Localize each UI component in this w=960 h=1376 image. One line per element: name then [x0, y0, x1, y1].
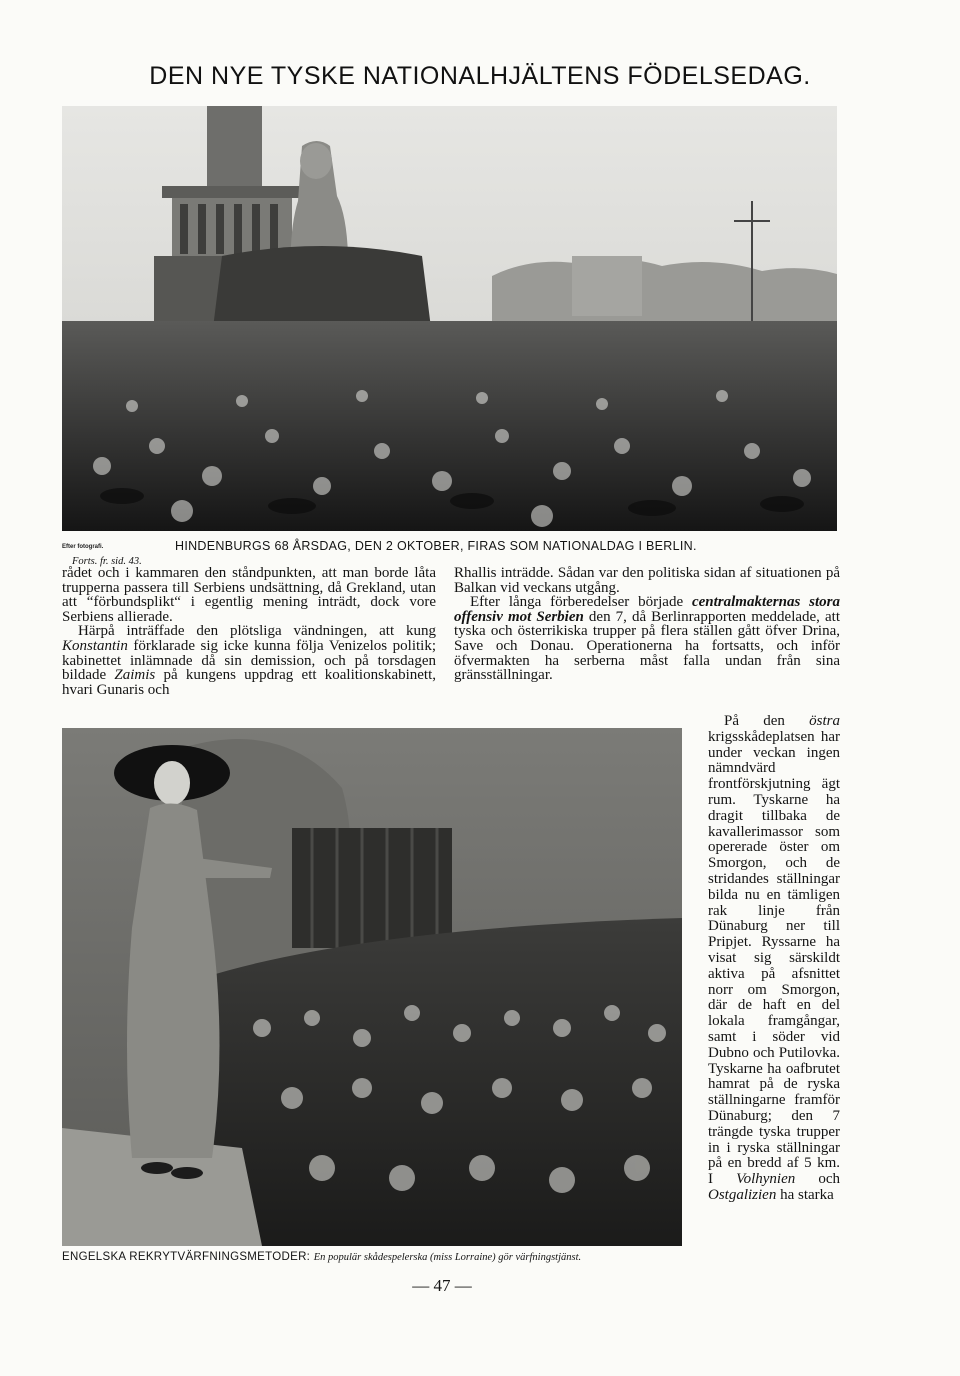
bottom-caption-text: En populär skådespelerska (miss Lorraine) gör värfningstjänst. [313, 1252, 582, 1263]
offensive-emphasis: centralmakternas stora offensiv mot Serbien [454, 594, 841, 625]
left-text-column [62, 566, 436, 697]
right-paragraph-1: Rhallis inträdde. Sådan var den politiska sidan af situationen på Balkan vid veckans utgång. [454, 565, 840, 596]
emphasis-ostra: östra [809, 713, 840, 729]
photo-credit: Efter fotografi. [62, 544, 104, 550]
narrow-paragraph: På den östra krigsskådeplatsen har under veckan ingen nämndvärd frontförskjutning ägt rum. Tyskarne ha dragit tillbaka de kavallerimassor som opererade öster om Smorgon, och de stridandes ställningar bilda nu en tämligen rak linje från Dünaburg ner till Pripjet. Ryssarne ha visat sig särskildt aktiva på afsnittet norr om Smorgon, där de haft en del lokala framgångar, samt i söder vid Dubno och Putilovka. Tyskarne ha oafbrutet hamrat på de ryska ställningarne framför Dünaburg; den 7 trängde tyska trupper in i ryska ställningar på en bredd af 5 km. I Volhynien och Ostgalizien ha starka [708, 713, 840, 1203]
bottom-caption-label: ENGELSKA REKRYTVÄRFNINGSMETODER: [62, 1251, 311, 1263]
place-volhynien: Volhynien [736, 1171, 796, 1188]
top-photo-caption: HINDENBURGS 68 ÅRSDAG, DEN 2 OKTOBER, FIRAS SOM NATIONALDAG I BERLIN. [175, 539, 697, 553]
name-zaimis: Zaimis [114, 667, 156, 684]
name-konstantin: Konstantin [62, 637, 128, 654]
bottom-photograph [62, 728, 682, 1246]
continuation-note: Forts. fr. sid. 43. [72, 556, 142, 567]
right-paragraph-2: Efter långa förberedelser började centralmakternas stora offensiv mot Serbien den 7, då Berlinrapporten meddelade, att tyska och österrikiska trupper på flera ställen gått öfver Drina, Save och Donau. Operationerna ha fortsatts, och inför öfvermakten ha serberna måst falla undan från sina gränsställningar. [454, 594, 841, 684]
left-paragraph-1: rådet och i kammaren den ståndpunkten, att man borde låta trupperna passera till Serbiens undsättning, då Grekland, utan att “förbundsplikt“ i egentlig mening inträdt, dock vore Serbiens allierade. [62, 565, 436, 625]
place-ostgalizien: Ostgalizien [708, 1186, 777, 1203]
page-headline: DEN NYE TYSKE NATIONALHJÄLTENS FÖDELSEDAG. [149, 62, 811, 90]
page-number: — 47 — [412, 1276, 472, 1295]
narrow-text-column [708, 714, 840, 1204]
bottom-photo-caption [62, 1251, 702, 1263]
right-text-column [454, 566, 840, 683]
left-paragraph-2: Härpå inträffade den plötsliga vändningen, att kung Konstantin förklarade sig icke kunna följa Venizelos politik; kabinettet inlämnade då sin demission, och på torsdagen bildade Zaimis på kungens uppdrag ett koalitionskabinett, hvari Gunaris och [62, 623, 437, 698]
top-photograph [62, 106, 837, 531]
